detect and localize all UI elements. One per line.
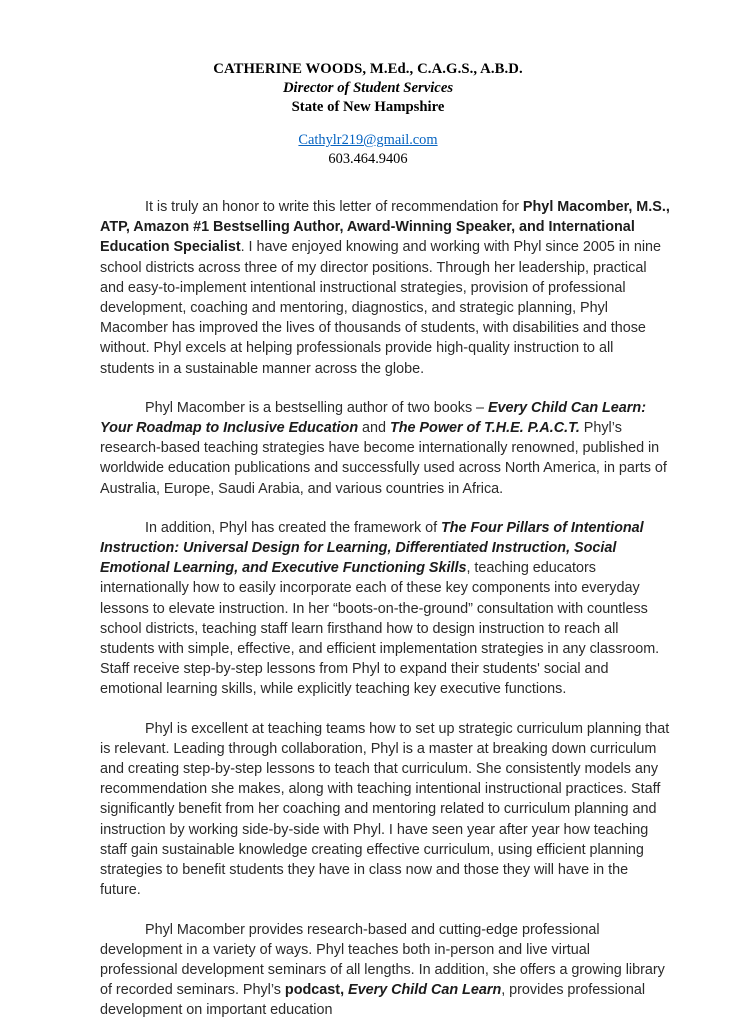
email-link[interactable]: Cathylr219@gmail.com — [298, 132, 438, 148]
letterhead-phone: 603.464.9406 — [328, 151, 408, 167]
letterhead-spacer — [0, 117, 736, 131]
letterhead-job-title: Director of Student Services — [282, 80, 454, 96]
p5-segment-intro: Phyl Macomber provides research-based and cutting-edge professional development in a variety of ways. Phyl teaches both in-person and live virtual professional development seminars of all lengths. In addition, she offers a growing library of recorded seminars. Phyl’s — [100, 921, 665, 999]
p2-book-title-one: Every Child Can Learn: Your Roadmap to Inclusive Education — [100, 399, 646, 437]
paragraph-5 — [100, 920, 670, 1021]
p5-segment-podcast-label: podcast, — [284, 982, 348, 999]
p2-book-title-two: The Power of T.H.E. P.A.C.T. — [389, 420, 580, 437]
p3-framework-title: The Four Pillars of Intentional Instruction: Universal Design for Learning, Differentiated Instruction, Social Emotional Learning, and Executive Functioning Skills — [100, 519, 644, 577]
letter-body — [0, 169, 736, 1021]
paragraph-4 — [100, 719, 670, 901]
p3-segment-rest: , teaching educators internationally how to easily incorporate each of these key components into everyday lessons to elevate instruction. In her “boots-on-the-ground” consultation with countless school districts, teaching staff learn firsthand how to design instruction to reach all students with simple, effective, and efficient implementation strategies in any classroom. Staff receive step-by-step lessons from Phyl to expand their students' social and emotional learning skills, while explicitly teaching key executive functions. — [100, 560, 660, 698]
letterhead-organization: State of New Hampshire — [291, 99, 445, 115]
paragraph-2 — [100, 398, 670, 499]
p1-segment-intro: It is truly an honor to write this letter of recommendation for — [145, 199, 523, 215]
paragraph-3 — [100, 518, 670, 700]
p1-segment-rest: . I have enjoyed knowing and working with Phyl since 2005 in nine school districts across three of my director positions. Through her leadership, practical and easy-to-implement intentional instructional strategies, provision of professional development, coaching and mentoring, diagnostics, and strategic planning, Phyl Macomber has improved the lives of thousands of students, with disabilities and those without. Phyl excels at helping professionals provide high-quality instruction to all students in a sustainable manner across the globe. — [100, 239, 662, 377]
p2-segment-and: and — [358, 420, 390, 437]
p1-segment-credentials: Phyl Macomber, M.S., ATP, Amazon #1 Bestselling Author, Award-Winning Speaker, and International Education Specialist — [100, 199, 670, 256]
p5-podcast-title: Every Child Can Learn — [347, 982, 502, 999]
p2-segment-rest: Phyl’s research-based teaching strategies have become internationally renowned, published in worldwide education publications and successfully used across North America, in parts of Australia, Europe, Saudi Arabia, and various countries in Africa. — [100, 420, 667, 497]
p4-segment-body: Phyl is excellent at teaching teams how to set up strategic curriculum planning that is relevant. Leading through collaboration, Phyl is a master at breaking down curriculum and creating step-by-step lessons to teach that curriculum. She consistently models any recommendation she makes, along with teaching intentional instructional practices. Staff significantly benefit from her coaching and mentoring related to curriculum planning and instruction by working side-by-side with Phyl. I have seen year after year how teaching staff gain sustainable knowledge creating effective curriculum, using efficient planning strategies to benefit students they have in class now and those they will have in the future. — [100, 720, 670, 899]
letterhead-email-line — [0, 131, 736, 150]
p3-segment-intro: In addition, Phyl has created the framework of — [145, 519, 441, 536]
letterhead-name: CATHERINE WOODS, M.Ed., C.A.G.S., A.B.D. — [213, 61, 523, 77]
letterhead — [0, 0, 736, 169]
p5-segment-rest: , provides professional development on important education — [100, 982, 646, 1019]
p2-segment-intro: Phyl Macomber is a bestselling author of two books – — [145, 399, 488, 416]
paragraph-1 — [100, 197, 670, 379]
